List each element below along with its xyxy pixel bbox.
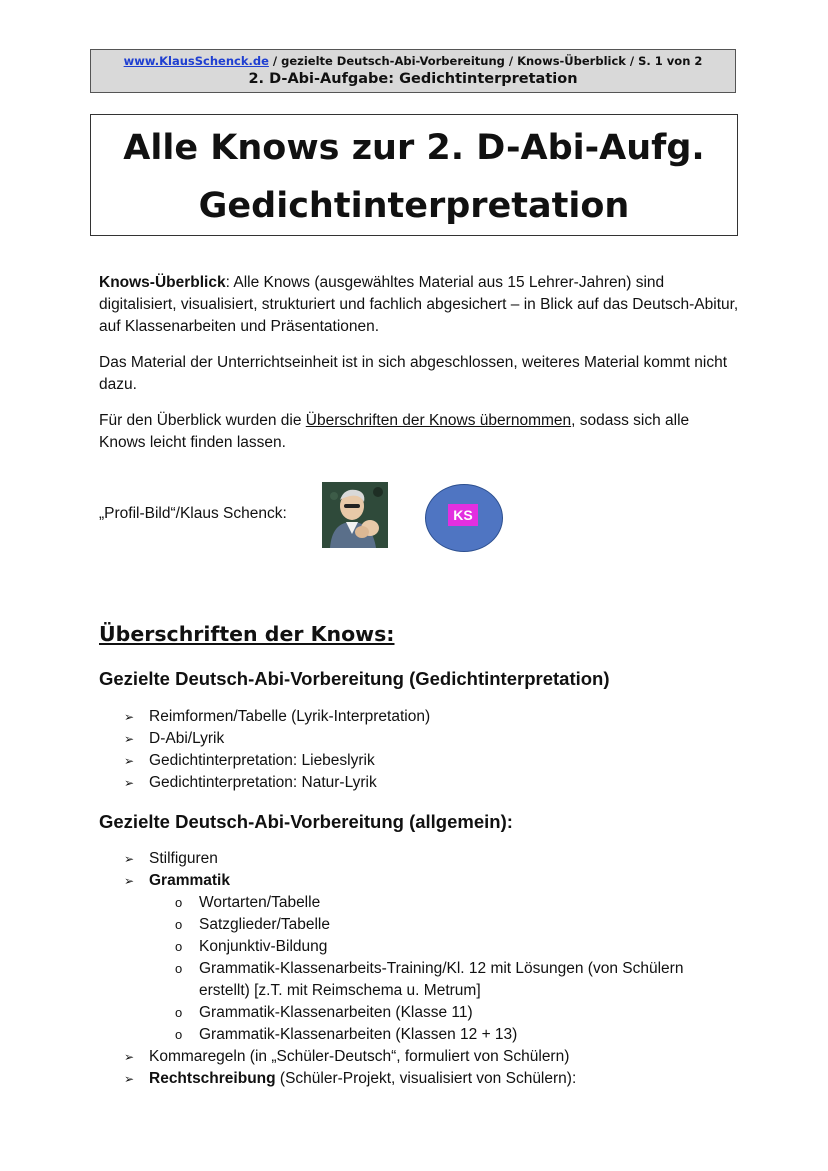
sub-list-item-text: Grammatik-Klassenarbeiten (Klassen 12 + 13)	[199, 1026, 518, 1043]
sub-list-item	[0, 914, 729, 936]
circle-bullet-icon: o	[175, 1027, 183, 1042]
list-item-text: Reimformen/Tabelle (Lyrik-Interpretation)	[149, 708, 431, 725]
list-item-text: (Schüler-Projekt, visualisiert von Schülern):	[275, 1070, 577, 1087]
sub-list-item-text: Konjunktiv-Bildung	[199, 938, 328, 955]
page-header	[90, 49, 736, 93]
arrow-bullet-icon: ➢	[124, 1050, 135, 1064]
list-item	[0, 772, 430, 794]
intro-paragraph-3	[99, 410, 739, 454]
website-link[interactable]: www.KlausSchenck.de	[123, 54, 269, 68]
list-item	[0, 706, 430, 728]
sub-list-item	[0, 958, 729, 1002]
list-item	[0, 1068, 729, 1090]
section1-list	[0, 706, 430, 794]
section1-heading: Gezielte Deutsch-Abi-Vorbereitung (Gedichtinterpretation)	[99, 668, 610, 689]
list-item-text: D-Abi/Lyrik	[149, 730, 225, 747]
ks-badge: KS	[448, 504, 478, 526]
arrow-bullet-icon: ➢	[124, 754, 135, 768]
list-item-text: Gedichtinterpretation: Natur-Lyrik	[149, 774, 377, 791]
circle-bullet-icon: o	[175, 917, 183, 932]
title-box	[90, 114, 738, 236]
header-breadcrumb	[91, 54, 735, 68]
circle-bullet-icon: o	[175, 895, 183, 910]
section-heading: Überschriften der Knows:	[99, 622, 395, 646]
intro-text-3a: Für den Überblick wurden die	[99, 412, 306, 429]
list-item	[0, 750, 430, 772]
sub-list-item-text: Wortarten/Tabelle	[199, 894, 321, 911]
circle-bullet-icon: o	[175, 961, 183, 976]
arrow-bullet-icon: ➢	[124, 874, 135, 888]
sub-list-item-text: Grammatik-Klassenarbeits-Training/Kl. 12 mit Lösungen (von Schülern erstellt) [z.T. mit Reimschema u. Metrum]	[199, 960, 684, 999]
intro-text-3b: , sodass sich alle Knows leicht finden lassen.	[99, 412, 690, 451]
section2-heading: Gezielte Deutsch-Abi-Vorbereitung (allgemein):	[99, 811, 513, 832]
list-item	[0, 870, 729, 892]
circle-bullet-icon: o	[175, 939, 183, 954]
intro-paragraph-2: Das Material der Unterrichtseinheit ist in sich abgeschlossen, weiteres Material kommt nicht dazu.	[99, 354, 727, 393]
list-item-bold-text: Rechtschreibung	[149, 1070, 276, 1087]
sub-list-item-text: Satzglieder/Tabelle	[199, 916, 330, 933]
intro-underlined: Überschriften der Knows übernommen	[305, 412, 572, 429]
title-line-1: Alle Knows zur 2. D-Abi-Aufg.	[123, 128, 705, 168]
profile-photo	[322, 482, 388, 548]
arrow-bullet-icon: ➢	[124, 852, 135, 866]
title-line-2: Gedichtinterpretation	[198, 186, 630, 226]
arrow-bullet-icon: ➢	[124, 776, 135, 790]
ks-logo-oval	[425, 484, 503, 552]
list-item-text: Kommaregeln (in „Schüler-Deutsch“, formuliert von Schülern)	[149, 1048, 570, 1065]
intro-text-1: : Alle Knows (ausgewähltes Material aus 15 Lehrer-Jahren) sind digitalisiert, visualisiert, strukturiert und fachlich abgesichert – in Blick auf das Deutsch-Abitur, auf Klassenarbeiten und Präsentationen.	[99, 274, 739, 335]
list-item	[0, 728, 430, 750]
sub-list-item	[0, 892, 729, 914]
header-subtitle: 2. D-Abi-Aufgabe: Gedichtinterpretation	[248, 71, 578, 87]
sub-list-item-text: Grammatik-Klassenarbeiten (Klasse 11)	[199, 1004, 473, 1021]
section2-list	[0, 848, 729, 1090]
intro-bold-term: Knows-Überblick	[99, 274, 226, 291]
list-item	[0, 1046, 729, 1068]
profile-label: „Profil-Bild“/Klaus Schenck:	[99, 505, 287, 522]
arrow-bullet-icon: ➢	[124, 732, 135, 746]
circle-bullet-icon: o	[175, 1005, 183, 1020]
arrow-bullet-icon: ➢	[124, 710, 135, 724]
sub-list-item	[0, 1002, 729, 1024]
intro-paragraph-1	[99, 272, 739, 338]
arrow-bullet-icon: ➢	[124, 1072, 135, 1086]
list-item-text: Grammatik	[149, 872, 230, 889]
list-item	[0, 848, 729, 870]
header-breadcrumb-text: / gezielte Deutsch-Abi-Vorbereitung / Knows-Überblick / S. 1 von 2	[268, 54, 703, 68]
list-item-text: Stilfiguren	[149, 850, 218, 867]
list-item-text: Gedichtinterpretation: Liebeslyrik	[149, 752, 375, 769]
sub-list-item	[0, 936, 729, 958]
sub-list-item	[0, 1024, 729, 1046]
profile-photo-illustration	[322, 482, 388, 548]
